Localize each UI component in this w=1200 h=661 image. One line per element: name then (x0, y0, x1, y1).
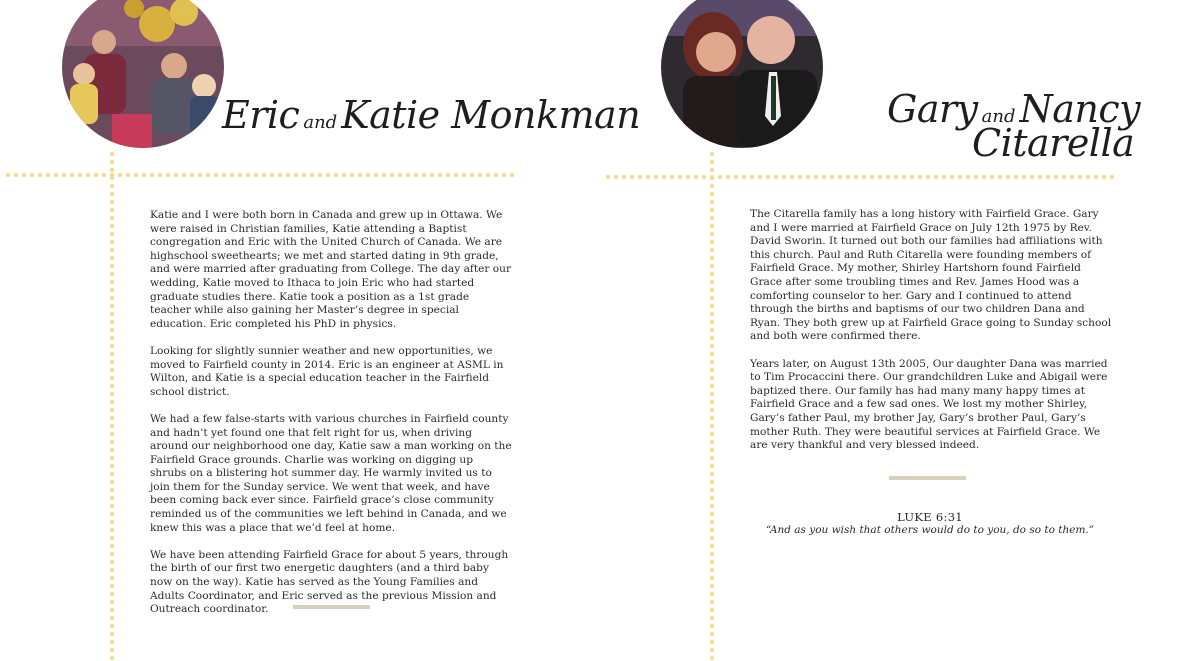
verse-reference: LUKE 6:31 (897, 510, 963, 524)
paragraph: Years later, on August 13th 2005, Our daughter Dana was married to Tim Procaccini there. Our grandchildren Luke and Abigail were baptized there. Our family has had many many happy times at Fairfield Grace and a few sad ones. We lost my mother Shirley, Gary’s father Paul, my brother Jay, Gary’s brother Paul, Gary’s mother Ruth. They were beautiful services at Fairfield Grace. We are very thankful and very blessed indeed. (750, 357, 1108, 452)
name-second-line2: Citarella (972, 121, 1135, 165)
name-and: and (981, 106, 1016, 127)
verse-text: “And as you wish that others would do to you, do so to them.” (765, 524, 1095, 536)
family-photo (62, 0, 224, 148)
paragraph: Katie and I were both born in Canada and grew up in Ottawa. We were raised in Christian families, Katie attending a Baptist congregation and Eric with the United Church of Canada. We are highschool sweethearts; we met and started dating in 9th grade, and were married after graduating from College. The day after our wedding, Katie moved to Ithaca to join Eric who had started graduate studies there. Katie took a position as a 1st grade teacher while also gaining her Master’s degree in special education. Eric completed his PhD in physics. (150, 209, 512, 330)
name-second: Katie Monkman (341, 93, 641, 137)
right-page (600, 0, 1200, 661)
name-second-line1: Nancy (1019, 87, 1141, 131)
left-story (150, 209, 512, 630)
couple-photo-icon (661, 0, 823, 148)
paragraph: We have been attending Fairfield Grace for about 5 years, through the birth of our first two energetic daughters (and a third baby now on the way). Katie has served as the Young Families and Adults Coordinator, and Eric served as the previous Mission and Outreach coordinator. (150, 548, 509, 616)
family-photo-icon (62, 0, 224, 148)
decorative-rule (889, 476, 966, 480)
right-couple-name (887, 87, 1141, 165)
paragraph: The Citarella family has a long history with Fairfield Grace. Gary and I were married at Fairfield Grace on July 12th 1975 by Rev. David Sworin. It turned out both our families had affiliations with this church. Paul and Ruth Citarella were founding members of Fairfield Grace. My mother, Shirley Hartshorn found Fairfield Grace after some troubling times and Rev. James Hood was a comforting counselor to her. Gary and I continued to attend through the births and baptisms of our two children Dana and Ryan. They both grew up at Fairfield Grace going to Sunday school and both were confirmed there. (750, 208, 1112, 343)
dotted-divider-horizontal (4, 173, 516, 177)
name-first: Gary (887, 87, 978, 131)
paragraph: Looking for slightly sunnier weather and new opportunities, we moved to Fairfield county in 2014. Eric is an engineer at ASML in Wilton, and Katie is a special education teacher in the Fairfield school district. (150, 344, 504, 398)
right-story (750, 208, 1112, 466)
dotted-divider-vertical (110, 150, 114, 661)
left-couple-name (222, 93, 641, 137)
dotted-divider-vertical (710, 150, 714, 661)
name-and: and (303, 112, 338, 133)
dotted-divider-horizontal (604, 175, 1116, 179)
decorative-rule (293, 605, 370, 609)
paragraph: We had a few false-starts with various churches in Fairfield county and hadn’t yet found one that felt right for us, when driving around our neighborhood one day, Katie saw a man working on the Fairfield Grace grounds. Charlie was working on digging up shrubs on a blistering hot summer day. He warmly invited us to join them for the Sunday service. We went that week, and have been coming back ever since. Fairfield grace’s close community reminded us of the communities we left behind in Canada, and we knew this was a place that we’d feel at home. (150, 412, 512, 534)
couple-photo (661, 0, 823, 148)
name-first: Eric (222, 93, 300, 137)
